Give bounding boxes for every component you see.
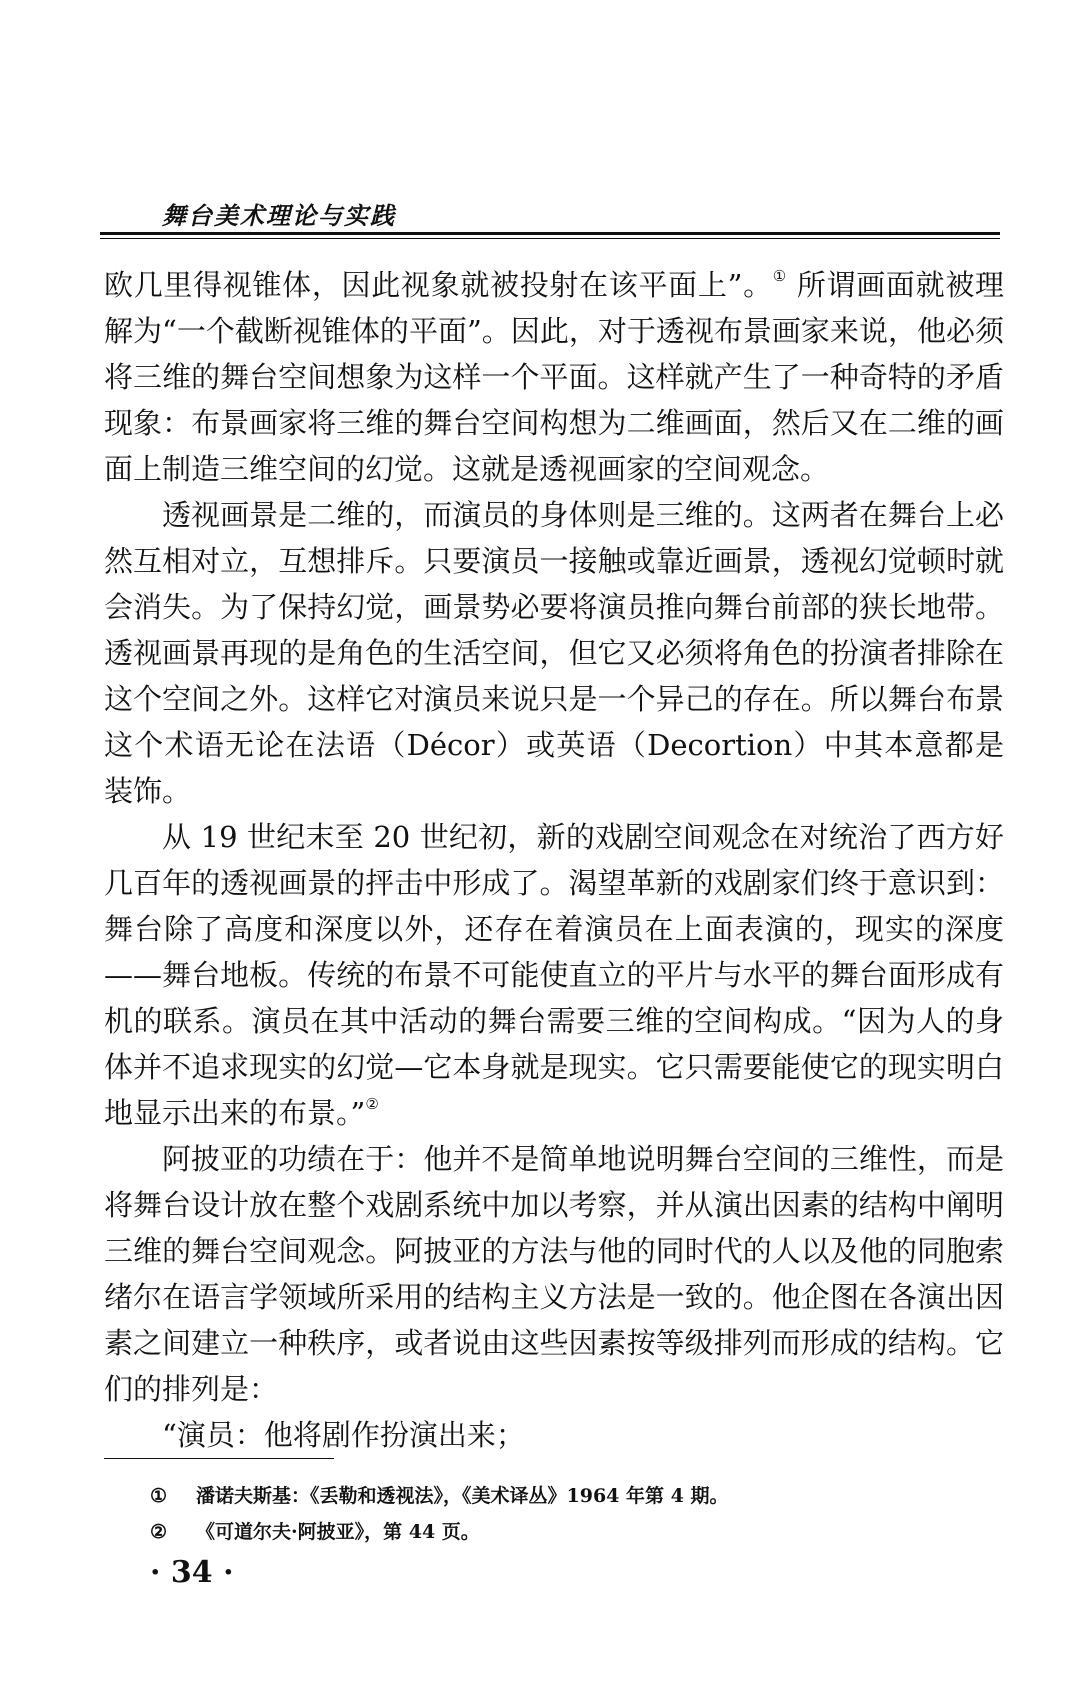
paragraph-text: 透视画景是二维的，而演员的身体则是三维的。这两者在舞台上必然互相对立，互想排斥。只要演员一接触或靠近画景，透视幻觉顿时就会消失。为了保持幻觉，画景势必要将演员推向舞台前部的狭长地带。透视画景再现的是角色的生活空间，但它又必须将角色的扮演者排除在这个空间之外。这样它对演员来说只是一个异己的存在。所以舞台布景这个术语无论在法语（Décor）或英语（Decortion）中其本意都是装饰。	[104, 498, 1004, 808]
paragraph	[104, 814, 1004, 1136]
paragraph	[104, 1136, 1004, 1412]
footnote-separator	[104, 1458, 334, 1459]
footnote-2	[150, 1514, 970, 1550]
paragraph-text: “演员：他将剧作扮演出来；	[162, 1418, 525, 1452]
body-text	[104, 262, 1004, 1458]
header-rule-thick	[100, 232, 1000, 235]
footnote-text: 潘诺夫斯基：《丢勒和透视法》，《美术译丛》1964 年第 4 期。	[196, 1485, 729, 1507]
header-rule-thin	[100, 238, 1000, 239]
running-head-title: 舞台美术理论与实践	[162, 201, 396, 230]
quote-line	[104, 1412, 1004, 1458]
footnote-marker: ②	[150, 1521, 168, 1543]
paragraph-continued	[104, 262, 1004, 492]
footnote-ref-2[interactable]: ②	[365, 1095, 379, 1113]
footnote-text: 《可道尔夫·阿披亚》，第 44 页。	[196, 1521, 480, 1543]
footnote-ref-1[interactable]: ①	[772, 267, 787, 285]
paragraph-text: 欧几里得视锥体，因此视象就被投射在该平面上”。	[104, 268, 773, 302]
paragraph-text-continued: 所谓画面就被理解为“一个截断视锥体的平面”。因此，对于透视布景画家来说，他必须将三维的舞台空间想象为这样一个平面。这样就产生了一种奇特的矛盾现象：布景画家将三维的舞台空间构想为二维画面，然后又在二维的画面上制造三维空间的幻觉。这就是透视画家的空间观念。	[104, 268, 1005, 486]
paragraph-text: 阿披亚的功绩在于：他并不是简单地说明舞台空间的三维性，而是将舞台设计放在整个戏剧系统中加以考察，并从演出因素的结构中阐明三维的舞台空间观念。阿披亚的方法与他的同时代的人以及他的同胞索绪尔在语言学领域所采用的结构主义方法是一致的。他企图在各演出因素之间建立一种秩序，或者说由这些因素按等级排列而形成的结构。它们的排列是：	[104, 1142, 1004, 1406]
footnotes	[150, 1478, 970, 1550]
paragraph-text: 从 19 世纪末至 20 世纪初，新的戏剧空间观念在对统治了西方好几百年的透视画景的抨击中形成了。渴望革新的戏剧家们终于意识到：舞台除了高度和深度以外，还存在着演员在上面表演的，现实的深度——舞台地板。传统的布景不可能使直立的平片与水平的舞台面形成有机的联系。演员在其中活动的舞台需要三维的空间构成。“因为人的身体并不追求现实的幻觉—它本身就是现实。它只需要能使它的现实明白地显示出来的布景。”	[104, 820, 1004, 1130]
footnote-1	[150, 1478, 970, 1514]
paragraph	[104, 492, 1004, 814]
page-number: · 34 ·	[150, 1555, 234, 1590]
footnote-marker: ①	[150, 1485, 168, 1507]
